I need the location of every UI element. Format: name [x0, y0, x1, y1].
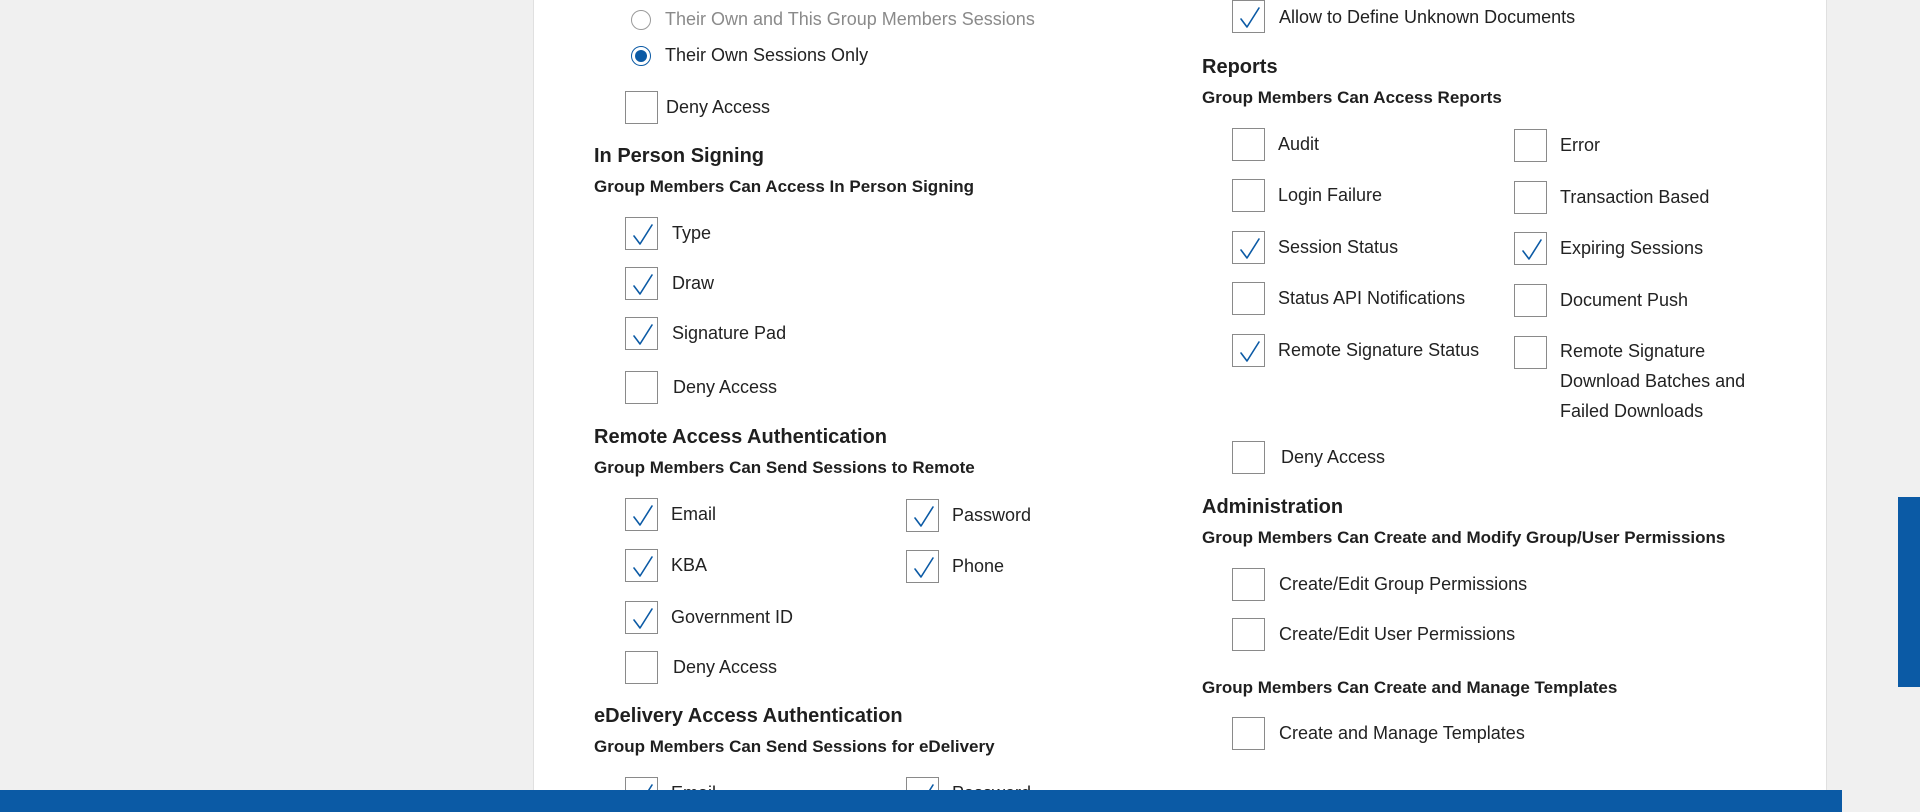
remote-signature-download-checkbox[interactable]: [1514, 336, 1547, 369]
administration-subtitle: Group Members Can Create and Modify Group/User Permissions: [1202, 528, 1726, 547]
create-edit-group-permissions-checkbox[interactable]: [1232, 568, 1265, 601]
remote-password-checkbox[interactable]: [906, 499, 939, 532]
remote-signature-status-label: Remote Signature Status: [1278, 340, 1480, 360]
checkmark-icon: [1239, 237, 1261, 261]
unknown-documents-checkbox[interactable]: [1232, 0, 1265, 33]
radio-own-and-group-sessions-label: Their Own and This Group Members Sessions: [665, 9, 1035, 29]
checkmark-icon: [1521, 238, 1543, 262]
remote-government-id-label: Government ID: [671, 607, 794, 627]
create-edit-group-permissions-label: Create/Edit Group Permissions: [1279, 574, 1528, 594]
remote-kba-label: KBA: [671, 555, 708, 575]
login-failure-label: Login Failure: [1278, 185, 1383, 205]
reports-title: Reports: [1202, 56, 1278, 78]
scrollbar-thumb[interactable]: [1898, 497, 1920, 687]
reports-deny-access-label: Deny Access: [1281, 447, 1386, 467]
transaction-based-checkbox[interactable]: [1514, 181, 1547, 214]
remote-kba-checkbox[interactable]: [625, 549, 658, 582]
document-push-checkbox[interactable]: [1514, 284, 1547, 317]
checkmark-icon: [1239, 340, 1261, 364]
checkmark-icon: [913, 505, 935, 529]
remote-phone-label: Phone: [952, 556, 1005, 576]
in-person-signing-title: In Person Signing: [594, 145, 765, 167]
remote-signature-status-checkbox[interactable]: [1232, 334, 1265, 367]
signature-pad-label: Signature Pad: [672, 323, 787, 343]
permissions-panel: [533, 0, 1827, 812]
remote-phone-checkbox[interactable]: [906, 550, 939, 583]
error-label: Error: [1560, 135, 1600, 155]
templates-subtitle: Group Members Can Create and Manage Templates: [1202, 678, 1618, 697]
remote-access-subtitle: Group Members Can Send Sessions to Remote: [594, 458, 975, 477]
radio-own-and-group-sessions[interactable]: [631, 10, 651, 30]
reports-deny-access-checkbox[interactable]: [1232, 441, 1265, 474]
checkmark-icon: [632, 555, 654, 579]
audit-label: Audit: [1278, 134, 1320, 154]
in-person-deny-access-label: Deny Access: [673, 377, 778, 397]
create-edit-user-permissions-checkbox[interactable]: [1232, 618, 1265, 651]
checkmark-icon: [913, 556, 935, 580]
remote-access-title: Remote Access Authentication: [594, 426, 888, 448]
status-api-notifications-label: Status API Notifications: [1278, 288, 1466, 308]
radio-own-sessions-only[interactable]: [631, 46, 651, 66]
checkmark-icon: [632, 323, 654, 347]
reports-subtitle: Group Members Can Access Reports: [1202, 88, 1502, 107]
create-manage-templates-label: Create and Manage Templates: [1279, 723, 1525, 743]
edelivery-subtitle: Group Members Can Send Sessions for eDelivery: [594, 737, 995, 756]
administration-title: Administration: [1202, 496, 1344, 518]
sessions-deny-access-label: Deny Access: [666, 97, 771, 117]
transaction-based-label: Transaction Based: [1560, 187, 1710, 207]
edelivery-title: eDelivery Access Authentication: [594, 705, 903, 727]
signature-pad-checkbox[interactable]: [625, 317, 658, 350]
checkmark-icon: [632, 607, 654, 631]
checkmark-icon: [632, 273, 654, 297]
checkmark-icon: [632, 504, 654, 528]
remote-signature-download-label: Remote Signature Download Batches and Failed Downloads: [1560, 341, 1746, 421]
create-manage-templates-checkbox[interactable]: [1232, 717, 1265, 750]
radio-own-sessions-only-label: Their Own Sessions Only: [665, 45, 869, 65]
session-status-label: Session Status: [1278, 237, 1399, 257]
type-label: Type: [672, 223, 712, 243]
draw-label: Draw: [672, 273, 715, 293]
in-person-signing-subtitle: Group Members Can Access In Person Signing: [594, 177, 975, 196]
unknown-documents-label: Allow to Define Unknown Documents: [1279, 7, 1576, 27]
expiring-sessions-checkbox[interactable]: [1514, 232, 1547, 265]
remote-email-label: Email: [671, 504, 717, 524]
checkmark-icon: [632, 223, 654, 247]
checkmark-icon: [1239, 6, 1261, 30]
audit-checkbox[interactable]: [1232, 128, 1265, 161]
login-failure-checkbox[interactable]: [1232, 179, 1265, 212]
remote-email-checkbox[interactable]: [625, 498, 658, 531]
draw-checkbox[interactable]: [625, 267, 658, 300]
bottom-action-bar: [0, 790, 1842, 812]
type-checkbox[interactable]: [625, 217, 658, 250]
remote-deny-access-checkbox[interactable]: [625, 651, 658, 684]
session-status-checkbox[interactable]: [1232, 231, 1265, 264]
remote-government-id-checkbox[interactable]: [625, 601, 658, 634]
expiring-sessions-label: Expiring Sessions: [1560, 238, 1704, 258]
document-push-label: Document Push: [1560, 290, 1689, 310]
sessions-deny-access-checkbox[interactable]: [625, 91, 658, 124]
create-edit-user-permissions-label: Create/Edit User Permissions: [1279, 624, 1516, 644]
remote-password-label: Password: [952, 505, 1032, 525]
remote-deny-access-label: Deny Access: [673, 657, 778, 677]
error-checkbox[interactable]: [1514, 129, 1547, 162]
status-api-notifications-checkbox[interactable]: [1232, 282, 1265, 315]
in-person-deny-access-checkbox[interactable]: [625, 371, 658, 404]
